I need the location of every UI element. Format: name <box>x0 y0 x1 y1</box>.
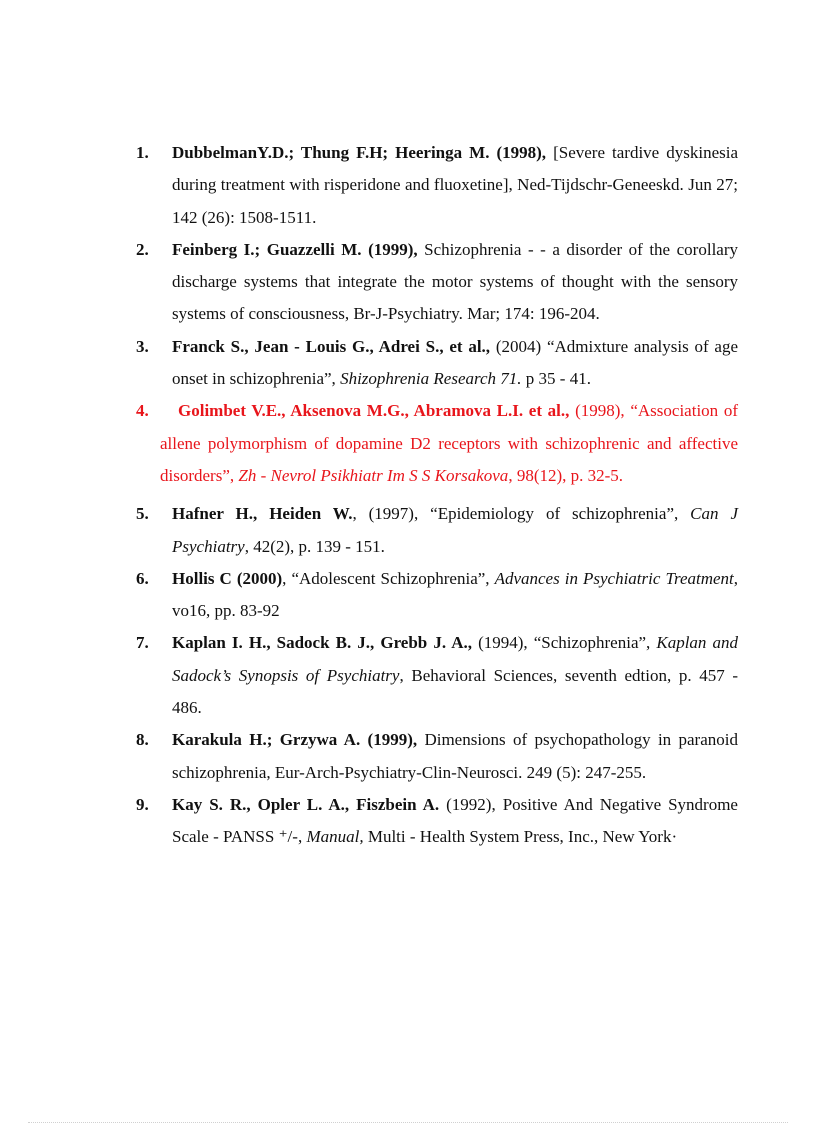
reference-number: 7. <box>136 633 149 653</box>
reference-source: Zh - Nevrol Psikhiatr Im S S Korsakova <box>238 465 509 485</box>
reference-tail: , 98(12), p. 32-5. <box>508 465 624 485</box>
reference-authors: Golimbet V.E., Aksenova M.G., Abramova L.I. et al., <box>178 401 570 421</box>
reference-item <box>136 137 738 234</box>
reference-item <box>136 234 738 331</box>
reference-authors: Karakula H.; Grzywa A. <box>172 730 361 750</box>
reference-year: (1999), <box>367 730 418 750</box>
reference-source: Manual, <box>306 827 364 847</box>
reference-number: 6. <box>136 568 149 588</box>
reference-list <box>136 137 738 854</box>
reference-text: , (1997), “Epidemiology of schizophrenia”, <box>352 504 691 524</box>
reference-tail: , Behavioral Sciences, seventh edtion, p. 457 - 486. <box>172 665 738 718</box>
reference-number: 9. <box>136 794 149 814</box>
reference-text: (1994), “Schizophrenia”, <box>472 633 657 653</box>
reference-number: 2. <box>136 239 149 259</box>
reference-source: Kaplan and Sadock’s Synopsis of Psychiatry <box>172 633 739 685</box>
reference-source: Can J Psychiatry <box>172 504 738 556</box>
reference-authors: Kaplan I. H., Sadock B. J., Grebb J. A., <box>172 633 472 653</box>
reference-item <box>136 724 738 789</box>
reference-authors: DubbelmanY.D.; Thung F.H; Heeringa M. <box>172 143 490 162</box>
reference-year: (1999), <box>368 239 418 259</box>
reference-text: Dimensions of psychopathology in paranoid schizophrenia, Eur-Arch-Psychiatry-Clin-Neurosci. 249 (5): 247-255. <box>172 730 738 782</box>
reference-text: (1998), “Association of allene polymorphism of dopamine D2 receptors with schizophrenic and affective disorders”, <box>160 401 738 485</box>
reference-tail: Multi - Health System Press, Inc., New York· <box>363 827 678 847</box>
reference-number: 8. <box>136 730 149 750</box>
reference-tail: , vo16, pp. 83-92 <box>172 568 739 621</box>
reference-text: [Severe tardive dyskinesia during treatment with risperidone and fluoxetine], Ned-Tijdschr-Geneeskd. Jun 27; 142 (26): 1508-1511. <box>172 143 739 227</box>
reference-item <box>136 331 738 396</box>
reference-authors: Kay S. R., Opler L. A., Fiszbein A. <box>172 794 440 814</box>
reference-tail: p 35 - 41. <box>521 369 591 389</box>
reference-text: Schizophrenia - - a disorder of the corollary discharge systems that integrate the motor systems of thought with the sensory systems of consciousness, Br-J-Psychiatry. Mar; 174: 196-204. <box>172 239 738 324</box>
reference-tail: , 42(2), p. 139 - 151. <box>244 536 385 556</box>
reference-authors: Feinberg I.; Guazzelli M. <box>172 239 362 259</box>
reference-year: (1998), <box>496 143 547 162</box>
reference-authors: Hafner H., Heiden W. <box>172 504 353 524</box>
reference-number: 1. <box>136 143 149 162</box>
reference-item <box>136 563 738 628</box>
reference-number: 4. <box>136 401 149 421</box>
reference-authors: Franck S., Jean - Louis G., Adrei S., et al., <box>172 336 491 356</box>
reference-item <box>136 627 738 724</box>
reference-number: 5. <box>136 504 149 524</box>
reference-number: 3. <box>136 336 149 356</box>
reference-item <box>136 789 738 854</box>
reference-text: (1992), Positive And Negative Syndrome Scale - PANSS ⁺/-, <box>172 794 738 847</box>
reference-source: Shizophrenia Research 71. <box>340 369 522 389</box>
reference-text: , “Adolescent Schizophrenia”, <box>282 568 495 588</box>
reference-source: Advances in Psychiatric Treatment <box>494 568 734 588</box>
reference-item-highlighted <box>136 395 738 492</box>
reference-authors: Hollis C (2000) <box>172 568 283 588</box>
reference-text: (2004) “Admixture analysis of age onset in schizophrenia”, <box>172 336 738 389</box>
reference-item <box>136 498 738 563</box>
